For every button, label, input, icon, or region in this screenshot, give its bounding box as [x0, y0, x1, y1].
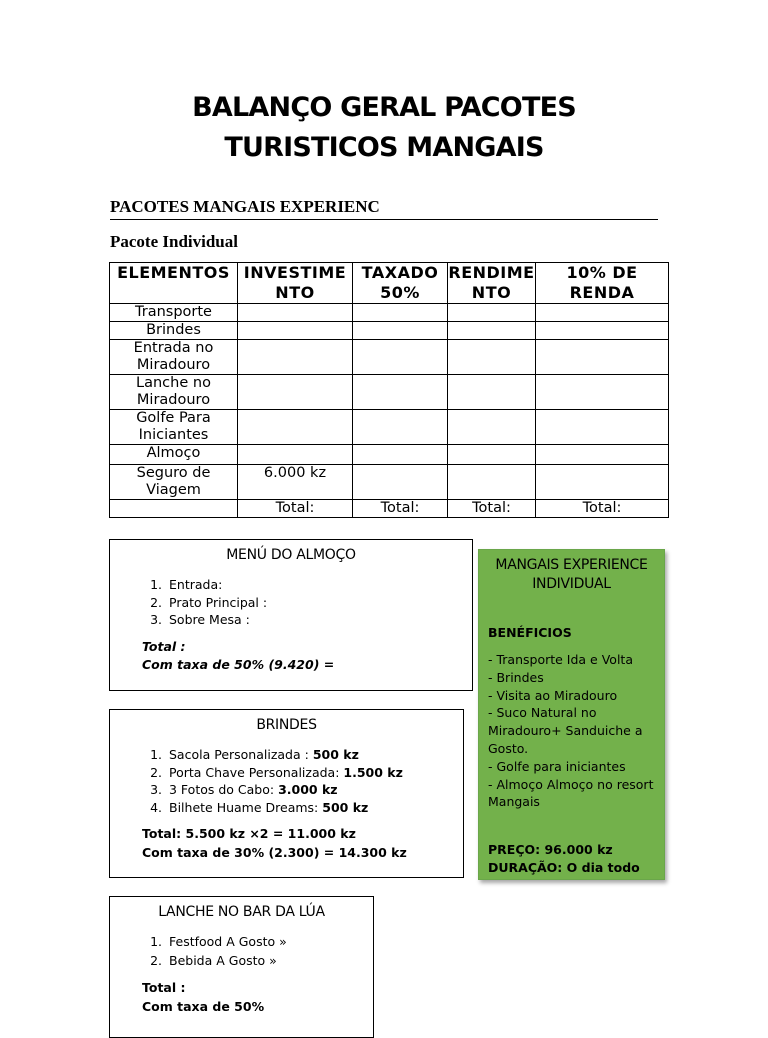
table-cell [353, 340, 448, 375]
total-cell: Total: [536, 500, 669, 518]
table-row [110, 340, 669, 375]
total-cell: Total: [353, 500, 448, 518]
experience-price-block [488, 841, 656, 877]
experience-title-line-1: MANGAIS EXPERIENCE [495, 557, 648, 573]
experience-box [478, 549, 665, 880]
table-cell [238, 410, 353, 445]
benefit-item: - Suco Natural no Miradouro+ Sanduiche a Gosto. [488, 705, 643, 756]
list-item [166, 781, 463, 799]
benefit-item: - Almoço Almoço no resort Mangais [488, 776, 654, 810]
table-cell [448, 304, 536, 322]
table-cell [448, 465, 536, 500]
table-cell [353, 304, 448, 322]
table-cell [238, 304, 353, 322]
document-title-line-2: TURISTICOS MANGAIS [224, 132, 544, 163]
brindes-box [109, 709, 464, 878]
menu-almoco-box [109, 539, 473, 691]
total-cell: Total: [448, 500, 536, 518]
item-label: 3 Fotos do Cabo: [169, 782, 279, 797]
table-header-row [110, 263, 669, 304]
section-heading: PACOTES MANGAIS EXPERIENC [110, 196, 658, 220]
menu-totals [142, 638, 472, 675]
lanche-box [109, 896, 374, 1038]
table-row [110, 322, 669, 340]
duration: DURAÇÃO: O dia todo [488, 860, 640, 876]
brindes-list [110, 746, 463, 816]
table-cell [448, 322, 536, 340]
table-row [110, 375, 669, 410]
table-cell [353, 445, 448, 465]
table-cell: Brindes [110, 322, 238, 340]
total-label: Total : [142, 980, 186, 995]
box-title: LANCHE NO BAR DA LÚA [158, 904, 325, 920]
benefit-item: - Golfe para iniciantes [488, 758, 626, 774]
table-cell [238, 322, 353, 340]
box-title: BRINDES [256, 717, 317, 733]
column-header: RENDIMENTO [448, 263, 535, 302]
item-label: Sacola Personalizada : [169, 747, 313, 762]
lanche-list [110, 932, 373, 970]
table-row [110, 465, 669, 500]
table-cell [448, 445, 536, 465]
list-item: 2. Prato Principal : [166, 594, 472, 612]
table-cell [238, 445, 353, 465]
table-cell [536, 465, 669, 500]
taxed-total: Com taxa de 30% (2.300) = 14.300 kz [142, 844, 407, 860]
sub-heading: Pacote Individual [110, 232, 238, 251]
item-label: Porta Chave Personalizada: [169, 764, 344, 780]
list-item: 1. Entrada: [166, 576, 472, 594]
table-cell: Almoço [110, 445, 238, 465]
table-row [110, 304, 669, 322]
benefit-item: - Brindes [488, 669, 544, 685]
item-value: 3.000 kz [278, 782, 338, 797]
table-cell [448, 340, 536, 375]
table-cell: Seguro de Viagem [110, 465, 238, 500]
list-item [166, 764, 463, 782]
experience-title-line-2: INDIVIDUAL [532, 576, 611, 592]
list-item [166, 746, 463, 764]
list-item: 2. Bebida A Gosto » [166, 951, 373, 970]
box-title: MENÚ DO ALMOÇO [226, 547, 356, 563]
item-value: 500 kz [312, 747, 359, 762]
taxed-total: Com taxa de 50% (9.420) = [142, 657, 335, 672]
item-label: Bilhete Huame Dreams: [169, 799, 323, 815]
table-cell [536, 304, 669, 322]
table-cell [448, 410, 536, 445]
item-value: 1.500 kz [343, 764, 403, 780]
table-cell: Golfe Para Iniciantes [110, 410, 238, 445]
document-title-line-1: BALANÇO GERAL PACOTES [192, 92, 576, 123]
brindes-totals [142, 825, 463, 862]
item-value: 500 kz [322, 799, 369, 815]
total-cell: Total: [238, 500, 353, 518]
table-cell [110, 500, 238, 518]
benefits-list [488, 651, 656, 811]
table-cell: Transporte [110, 304, 238, 322]
table-cell [238, 375, 353, 410]
table-cell [353, 375, 448, 410]
table-cell [536, 340, 669, 375]
column-header: INVESTIMENTO [238, 263, 353, 304]
benefits-heading: BENÉFICIOS [488, 625, 572, 640]
table-cell [448, 375, 536, 410]
table-cell [536, 322, 669, 340]
table-cell [353, 410, 448, 445]
column-header: 10% DE RENDA [536, 263, 669, 304]
document-title [0, 88, 768, 168]
benefit-item: - Visita ao Miradouro [488, 687, 618, 703]
table-cell: 6.000 kz [238, 465, 353, 500]
list-item: 3. Sobre Mesa : [166, 611, 472, 629]
package-table [109, 262, 669, 518]
price: PREÇO: 96.000 kz [488, 842, 613, 858]
experience-title [479, 556, 664, 594]
table-cell: Lanche no Miradouro [110, 375, 238, 410]
benefit-item: - Transporte Ida e Volta [488, 652, 633, 667]
table-cell [353, 322, 448, 340]
table-cell [536, 445, 669, 465]
lanche-totals [142, 979, 373, 1016]
table-total-row [110, 500, 669, 518]
column-header: ELEMENTOS [110, 263, 238, 304]
total-label: Total : [142, 638, 186, 654]
total-label: Total: 5.500 kz ×2 = 11.000 kz [142, 826, 356, 841]
menu-list [110, 576, 472, 629]
taxed-total: Com taxa de 50% [142, 998, 265, 1014]
table-cell: Entrada no Miradouro [110, 340, 238, 375]
table-row [110, 410, 669, 445]
table-cell [536, 375, 669, 410]
column-header: TAXADO 50% [353, 263, 448, 304]
table-row [110, 445, 669, 465]
list-item [166, 799, 463, 817]
list-item: 1. Festfood A Gosto » [166, 932, 373, 951]
table-cell [238, 340, 353, 375]
table-cell [353, 465, 448, 500]
table-cell [536, 410, 669, 445]
